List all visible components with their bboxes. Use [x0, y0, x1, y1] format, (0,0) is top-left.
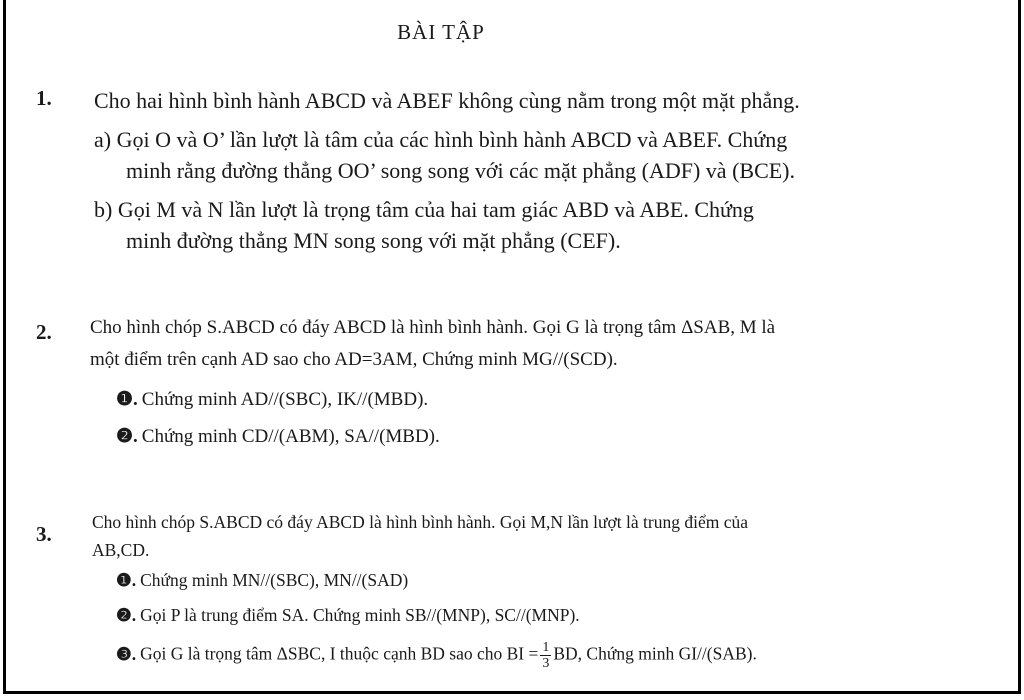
problem-3-item: ❸. Gọi G là trọng tâm ΔSBC, I thuộc cạnh BD sao cho BI = $\frac{1}{3}$ BD, Chứng minh GI//(SAB).	[116, 640, 757, 671]
bullet-3-icon: ❸.	[116, 643, 137, 664]
problem-3-item: ❷. Gọi P là trung điểm SA. Chứng minh SB//(MNP), SC//(MNP).	[116, 605, 580, 625]
problem-1-line: minh đường thẳng MN song song với mặt phẳng (CEF).	[126, 228, 621, 253]
document-page	[3, 0, 1021, 694]
problem-3-line: Cho hình chóp S.ABCD có đáy ABCD là hình bình hành. Gọi M,N lần lượt là trung điểm của	[92, 512, 748, 532]
problem-2-item: ❶. Chứng minh AD//(SBC), IK//(MBD).	[116, 389, 429, 410]
problem-2-item: ❷. Chứng minh CD//(ABM), SA//(MBD).	[116, 426, 440, 447]
problem-1-line: Cho hai hình bình hành ABCD và ABEF không cùng nằm trong một mặt phẳng.	[94, 88, 800, 113]
problem-1-line: b) Gọi M và N lần lượt là trọng tâm của hai tam giác ABD và ABE. Chứng	[94, 197, 754, 222]
problem-1-line: a) Gọi O và O’ lần lượt là tâm của các hình bình hành ABCD và ABEF. Chứng	[94, 127, 788, 152]
page-title: BÀI TẬP	[397, 20, 485, 44]
bullet-2-icon: ❷.	[116, 426, 138, 447]
problem-3-line: AB,CD.	[92, 540, 150, 560]
bullet-2-icon: ❷.	[116, 605, 137, 625]
problem-2-line: một điểm trên cạnh AD sao cho AD=3AM, Chứng minh MG//(SCD).	[90, 349, 618, 370]
bullet-1-icon: ❶.	[116, 389, 138, 410]
bullet-1-icon: ❶.	[116, 570, 137, 590]
problem-3-number: 3.	[36, 522, 52, 546]
problem-2-number: 2.	[36, 320, 52, 344]
fraction: $\frac{1}{3}$	[542, 640, 550, 671]
problem-3-item: ❶. Chứng minh MN//(SBC), MN//(SAD)	[116, 570, 409, 590]
problem-2-line: Cho hình chóp S.ABCD có đáy ABCD là hình bình hành. Gọi G là trọng tâm ΔSAB, M là	[90, 317, 776, 338]
problem-1-line: minh rằng đường thẳng OO’ song song với các mặt phẳng (ADF) và (BCE).	[126, 158, 796, 183]
problem-1-number: 1.	[36, 86, 52, 110]
